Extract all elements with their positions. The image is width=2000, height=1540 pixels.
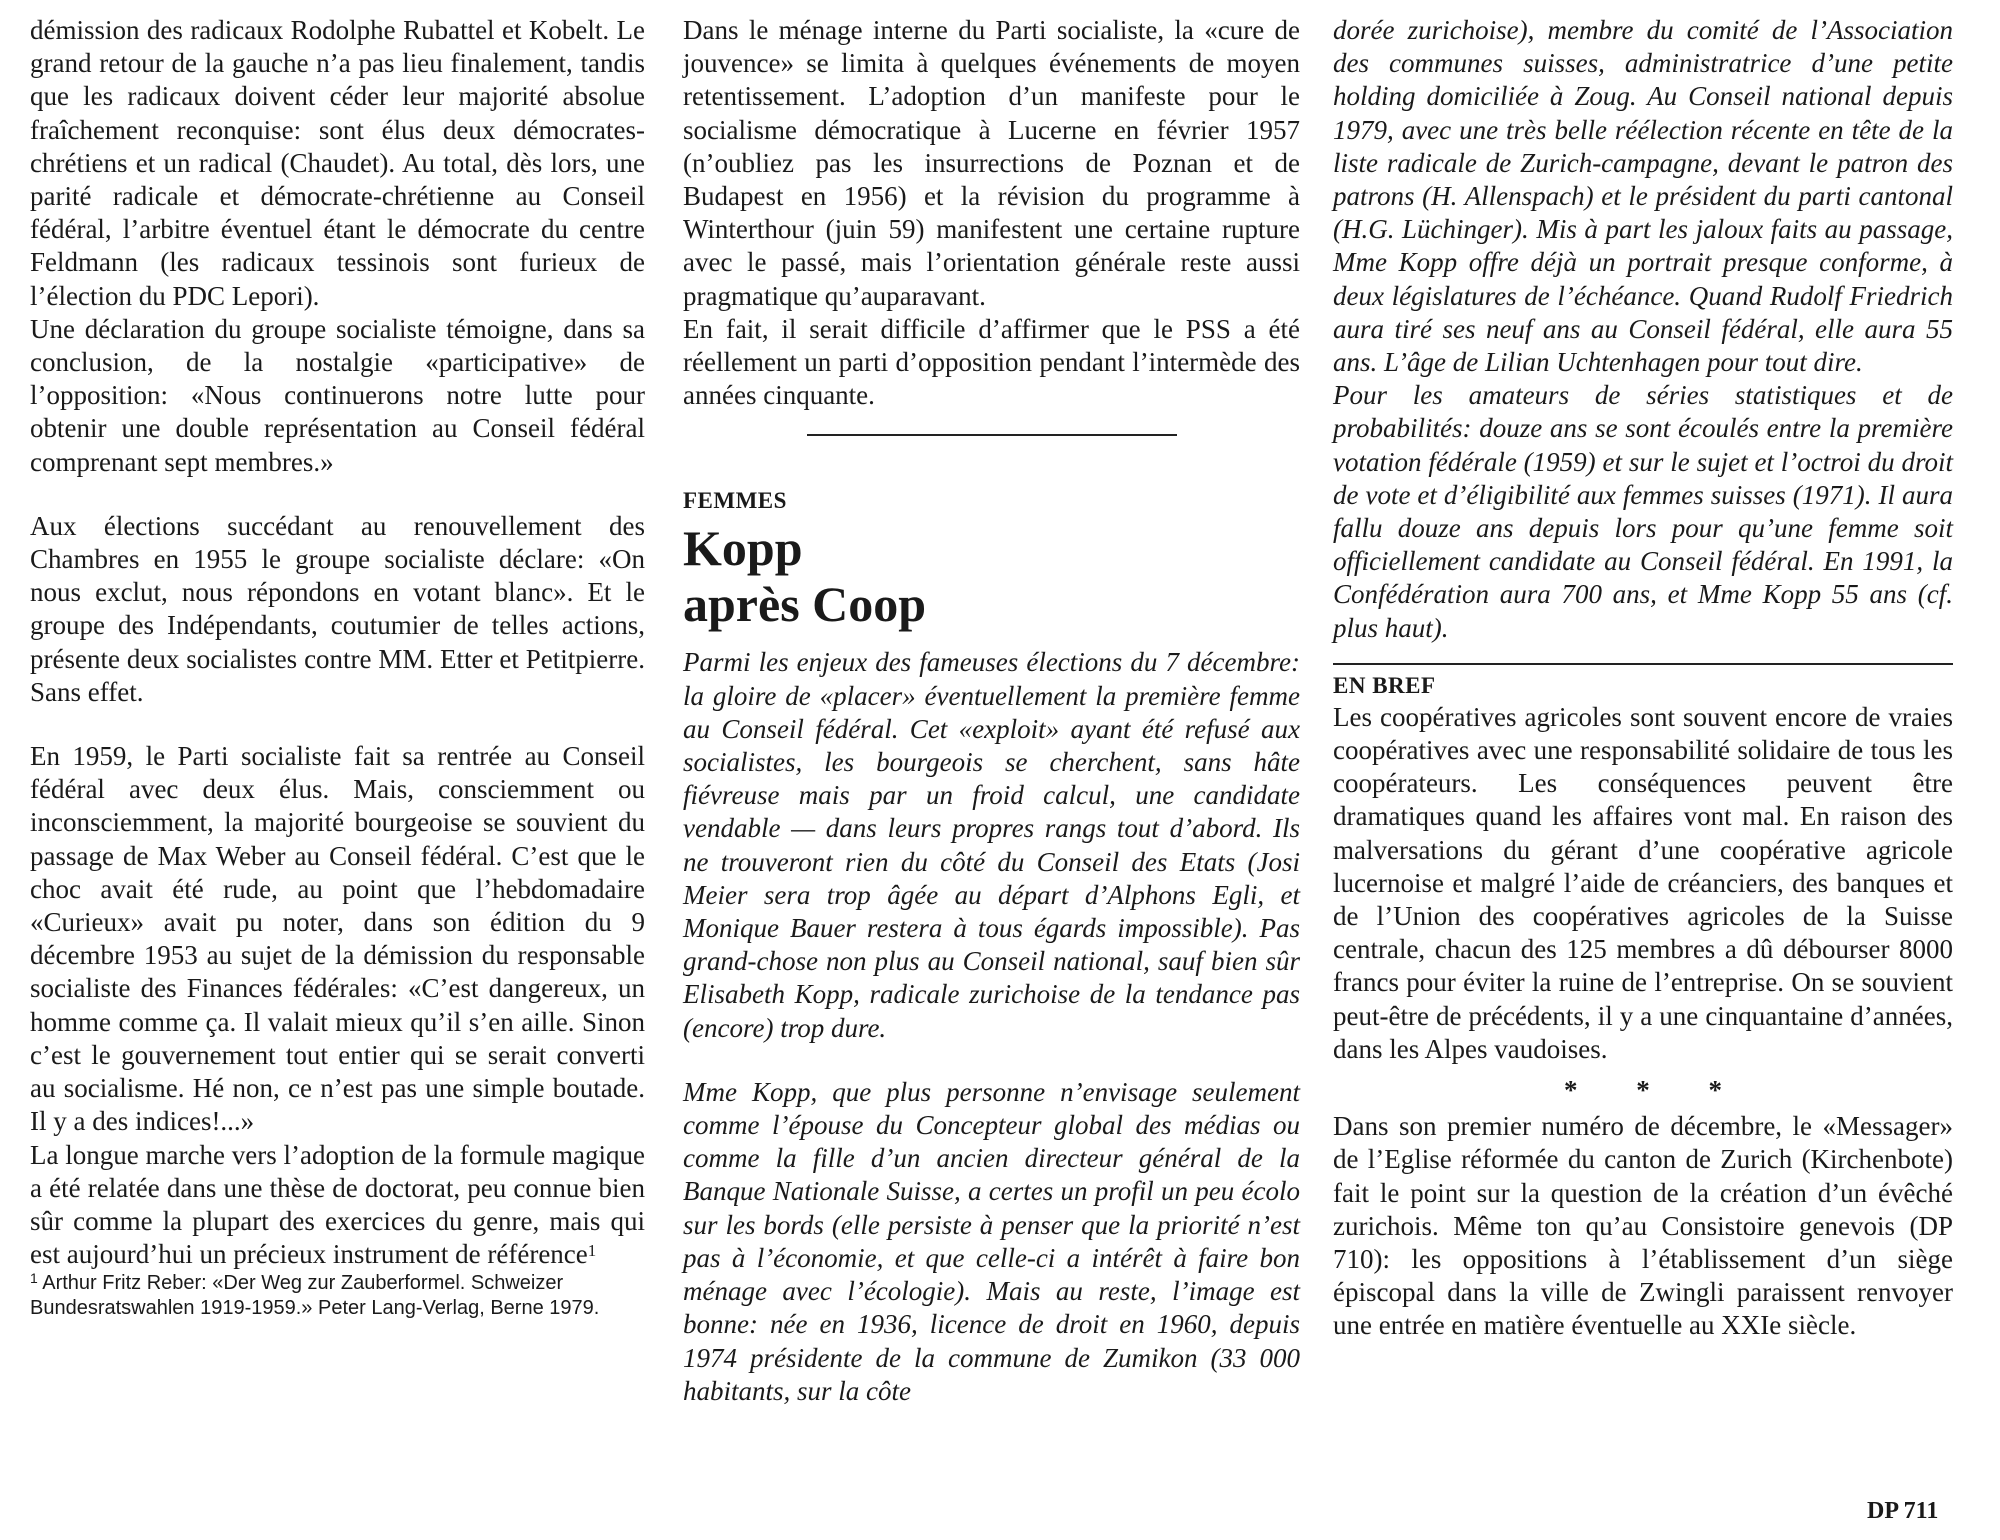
separator-asterisks: * * * xyxy=(1564,1075,1748,1106)
paragraph-text: La longue marche vers l’adoption de la formule magique a été relatée dans une thèse de doctorat, peu connue bien sûr comme la plupart des exercices du genre, mais qui est aujourd’hui un précieux instrument de référence xyxy=(30,1139,645,1270)
paragraph: En 1959, le Parti socialiste fait sa rentrée au Conseil fédéral avec deux élus. Mais, consciemment ou inconsciemment, la majorité bourgeoise se souvient du passage de Max Weber au Conseil fédéral. C’est que le choc avait été rude, au point que l’hebdomadaire «Curieux» avait pu noter, dans son édition du 9 décembre 1953 au sujet de la démission du responsable socialiste des Finances fédérales: «C’est dangereux, un homme comme ça. Il valait mieux qu’il s’en aille. Sinon c’est le gouvernement tout entier qui se serait converti au socialisme. Hé non, ce n’est pas une simple boutade. Il y a des indices!...» xyxy=(30,741,645,1137)
column-1 xyxy=(30,14,645,1321)
paragraph: dorée zurichoise), membre du comité de l’Association des communes suisses, administratrice d’une petite holding domiciliée à Zoug. Au Conseil national depuis 1979, avec une très belle réélection récente en tête de la liste radicale de Zurich-campagne, devant le patron des patrons (H. Allenspach) et le président du parti cantonal (H.G. Lüchinger). Mis à part les jaloux faits au passage, Mme Kopp offre déjà un portrait presque conforme, à deux législatures de l’échéance. Quand Rudolf Friedrich aura tiré ses neuf ans au Conseil fédéral, elle aura 55 ans. L’âge de Lilian Uchtenhagen pour tout dire. xyxy=(1333,15,1953,378)
page-number: DP 711 xyxy=(1867,1498,1939,1524)
paragraph: Pour les amateurs de séries statistiques et de probabilités: douze ans se sont écoulés entre la première votation fédérale (1959) et sur le sujet et l’octroi du droit de vote et d’éligibilité aux femmes suisses (1971). Il aura fallu douze ans depuis lors pour qu’une femme soit officiellement candidate au Conseil fédéral. En 1991, la Confédération aura 700 ans, et Mme Kopp 55 ans (cf. plus haut). xyxy=(1333,380,1953,643)
paragraph: Dans le ménage interne du Parti socialiste, la «cure de jouvence» se limita à quelques événements de moyen retentissement. L’adoption d’un manifeste pour le socialisme démocratique à Lucerne en février 1957 (n’oubliez pas les insurrections de Poznan et de Budapest en 1956) et la révision du programme à Winterthour (juin 59) manifestent une certaine rupture avec le passé, mais l’orientation générale reste aussi pragmatique qu’auparavant. xyxy=(683,15,1300,311)
paragraph: Une déclaration du groupe socialiste témoigne, dans sa conclusion, de la nostalgie «participative» de l’opposition: «Nous continuerons notre lutte pour obtenir une double représentation au Conseil fédéral comprenant sept membres.» xyxy=(30,313,645,477)
paragraph: Les coopératives agricoles sont souvent encore de vraies coopératives avec une responsabilité solidaire de tous les coopérateurs. Les conséquences peuvent être dramatiques quand les affaires vont mal. En raison des malversations du gérant d’une coopérative agricole lucernoise et malgré l’aide de créanciers, des banques et de l’Union des coopératives agricoles de la Suisse centrale, chacun des 125 membres a dû débourser 8000 francs pour éviter la ruine de l’entreprise. On se souvient peut-être de précédents, il y a une cinquantaine d’années, dans les Alpes vaudoises. xyxy=(1333,701,1953,1064)
paragraph: Dans son premier numéro de décembre, le «Messager» de l’Eglise réformée du canton de Zurich (Kirchenbote) fait le point sur la question de la création d’un évêché zurichois. Même ton qu’au Consistoire genevois (DP 710): les oppositions à l’établissement d’un siège épiscopal dans la ville de Zwingli paraissent renvoyer une entrée en matière éventuelle au XXIe siècle. xyxy=(1333,1111,1953,1341)
section-divider xyxy=(1333,663,1953,665)
headline-line: après Coop xyxy=(683,576,927,633)
column-3 xyxy=(1333,14,1953,1343)
paragraph: Aux élections succédant au renouvellement des Chambres en 1955 le groupe socialiste déclare: «On nous exclut, nous répondons en votant blanc». Et le groupe des Indépendants, coutumier de telles actions, présente deux socialistes contre MM. Etter et Petitpierre. Sans effet. xyxy=(30,510,645,707)
headline-line: Kopp xyxy=(683,520,803,577)
footnote-text: Arthur Fritz Reber: «Der Weg zur Zauberformel. Schweizer Bundesratswahlen 1919-1959.» Peter Lang-Verlag, Berne 1979. xyxy=(30,1272,600,1320)
paragraph: démission des radicaux Rodolphe Rubattel et Kobelt. Le grand retour de la gauche n’a pas lieu finalement, tandis que les radicaux doivent céder leur majorité absolue fraîchement reconquise: sont élus deux démocrates-chrétiens et un radical (Chaudet). Au total, dès lors, une parité radicale et démocrate-chrétienne au Conseil fédéral, l’arbitre éventuel étant le démocrate du centre Feldmann (les radicaux tessinois sont furieux de l’élection du PDC Lepori). xyxy=(30,15,645,311)
footnote-reference: 1 xyxy=(587,1241,597,1261)
section-label: EN BREF xyxy=(1333,672,1436,698)
paragraph xyxy=(30,1139,645,1272)
column-2 xyxy=(683,14,1300,1408)
paragraph: Mme Kopp, que plus personne n’envisage seulement comme l’épouse du Concepteur global des médias ou comme la fille d’un ancien directeur général de la Banque Nationale Suisse, a certes un profil un peu écolo sur les bords (elle persiste à penser que la priorité n’est pas à l’économie, et que celle-ci a intérêt à faire bon ménage avec l’écologie). Mais au reste, l’image est bonne: née en 1936, licence de droit en 1960, depuis 1974 présidente de la commune de Zumikon (33 000 habitants, sur la côte xyxy=(683,1076,1300,1406)
section-divider xyxy=(807,434,1177,436)
paragraph: En fait, il serait difficile d’affirmer que le PSS a été réellement un parti d’opposition pendant l’intermède des années cinquante. xyxy=(683,313,1300,411)
article-headline xyxy=(683,520,1300,632)
paragraph: Parmi les enjeux des fameuses élections du 7 décembre: la gloire de «placer» éventuellement la première femme au Conseil fédéral. Cet «exploit» ayant été refusé aux socialistes, les bourgeois se cherchent, sans hâte fiévreuse mais par un froid calcul, une candidate vendable — dans leurs propres rangs tout d’abord. Ils ne trouveront rien du côté du Conseil des Etats (Josi Meier sera trop âgée au départ d’Alphons Egli, et Monique Bauer restera à tous égards impossible). Pas grand-chose non plus au Conseil national, sauf bien sûr Elisabeth Kopp, radicale zurichoise de la tendance pas (encore) trop dure. xyxy=(683,647,1300,1043)
footnote-number: 1 xyxy=(30,1270,38,1287)
footnote xyxy=(30,1271,645,1321)
section-label: FEMMES xyxy=(683,488,787,514)
